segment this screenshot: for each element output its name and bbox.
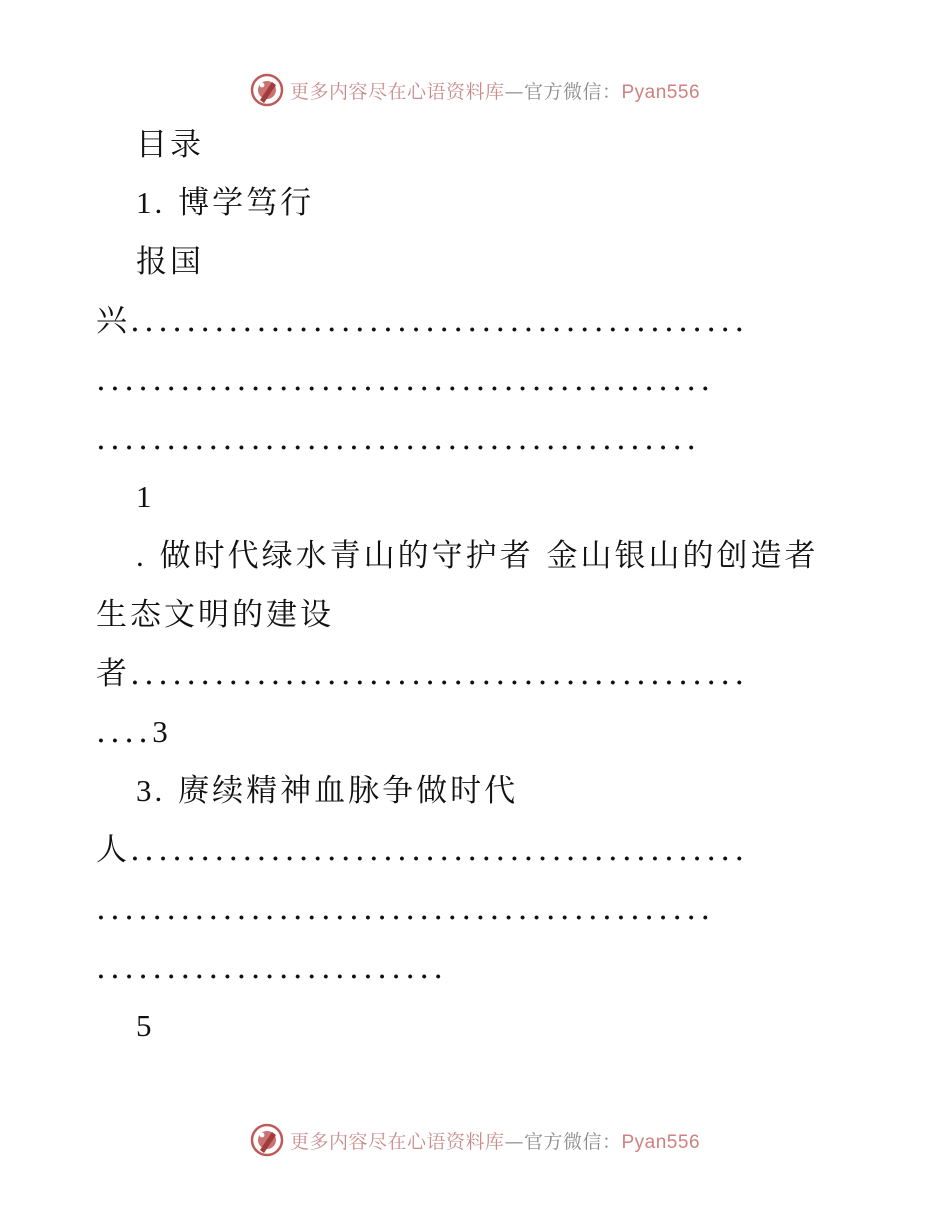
watermark-wechat-id: Pyan556 — [621, 1131, 701, 1153]
pen-logo-icon — [250, 1123, 284, 1157]
toc-entry-2-page: 3 — [152, 714, 171, 749]
watermark-separator: — — [504, 80, 524, 103]
toc-entry-2-last-char: 者 — [96, 656, 130, 692]
toc-entry-1-dots-2: ............................................ — [96, 362, 715, 398]
watermark-wechat-label: 官方微信： — [523, 1130, 622, 1153]
toc-entry-1-leader — [96, 301, 748, 341]
toc-entry-3-heading[interactable] — [136, 771, 518, 811]
toc-entry-2-dots-2: .... — [96, 714, 153, 750]
watermark-text — [290, 1127, 700, 1154]
toc-entry-3-dots-3: ......................... — [96, 950, 448, 986]
watermark-text — [290, 77, 700, 104]
toc-entry-1-number: 1. — [136, 185, 166, 220]
toc-entry-3-title: 赓续精神血脉争做时代 — [178, 773, 519, 809]
toc-entry-3-dots-2: ............................................ — [96, 891, 715, 927]
toc-entry-2-number: . — [136, 538, 147, 573]
watermark-wechat-label: 官方微信： — [523, 80, 622, 103]
toc-entry-3-page[interactable]: 5 — [136, 1008, 155, 1043]
toc-entry-3-leader — [96, 830, 748, 870]
toc-entry-2-heading[interactable] — [136, 536, 818, 576]
toc-entry-3-number: 3. — [136, 773, 166, 808]
watermark-brand: 更多内容尽在心语资料库 — [289, 1130, 505, 1153]
footer-watermark — [0, 1120, 950, 1160]
toc-entry-1-title-cont: 报国 — [136, 244, 204, 280]
watermark-wechat-id: Pyan556 — [621, 81, 701, 103]
toc-entry-1-page[interactable]: 1 — [136, 479, 155, 514]
watermark-brand: 更多内容尽在心语资料库 — [289, 80, 505, 103]
toc-entry-3-last-char: 人 — [96, 832, 130, 868]
toc-entry-3-dots-1: ............................................ — [130, 832, 749, 868]
toc-entry-2-page-line[interactable] — [96, 712, 171, 752]
toc-entry-1-dots-3: ........................................... — [96, 421, 701, 457]
toc-entry-2-leader — [96, 654, 748, 694]
toc-entry-2-dots-1: ............................................ — [130, 656, 749, 692]
toc-entry-1-title: 博学笃行 — [178, 185, 315, 221]
toc-entry-1-heading[interactable] — [136, 183, 314, 223]
header-watermark — [0, 70, 950, 110]
toc-entry-2-title: 做时代绿水青山的守护者 金山银山的创造者 — [159, 538, 819, 574]
watermark-separator: — — [504, 1130, 524, 1153]
toc-entry-2-title-cont: 生态文明的建设 — [96, 597, 334, 633]
toc-entry-1-last-char: 兴 — [96, 303, 130, 339]
toc-entry-1-dots-1: ............................................ — [130, 303, 749, 339]
toc-title: 目录 — [136, 127, 204, 163]
pen-logo-icon — [250, 73, 284, 107]
